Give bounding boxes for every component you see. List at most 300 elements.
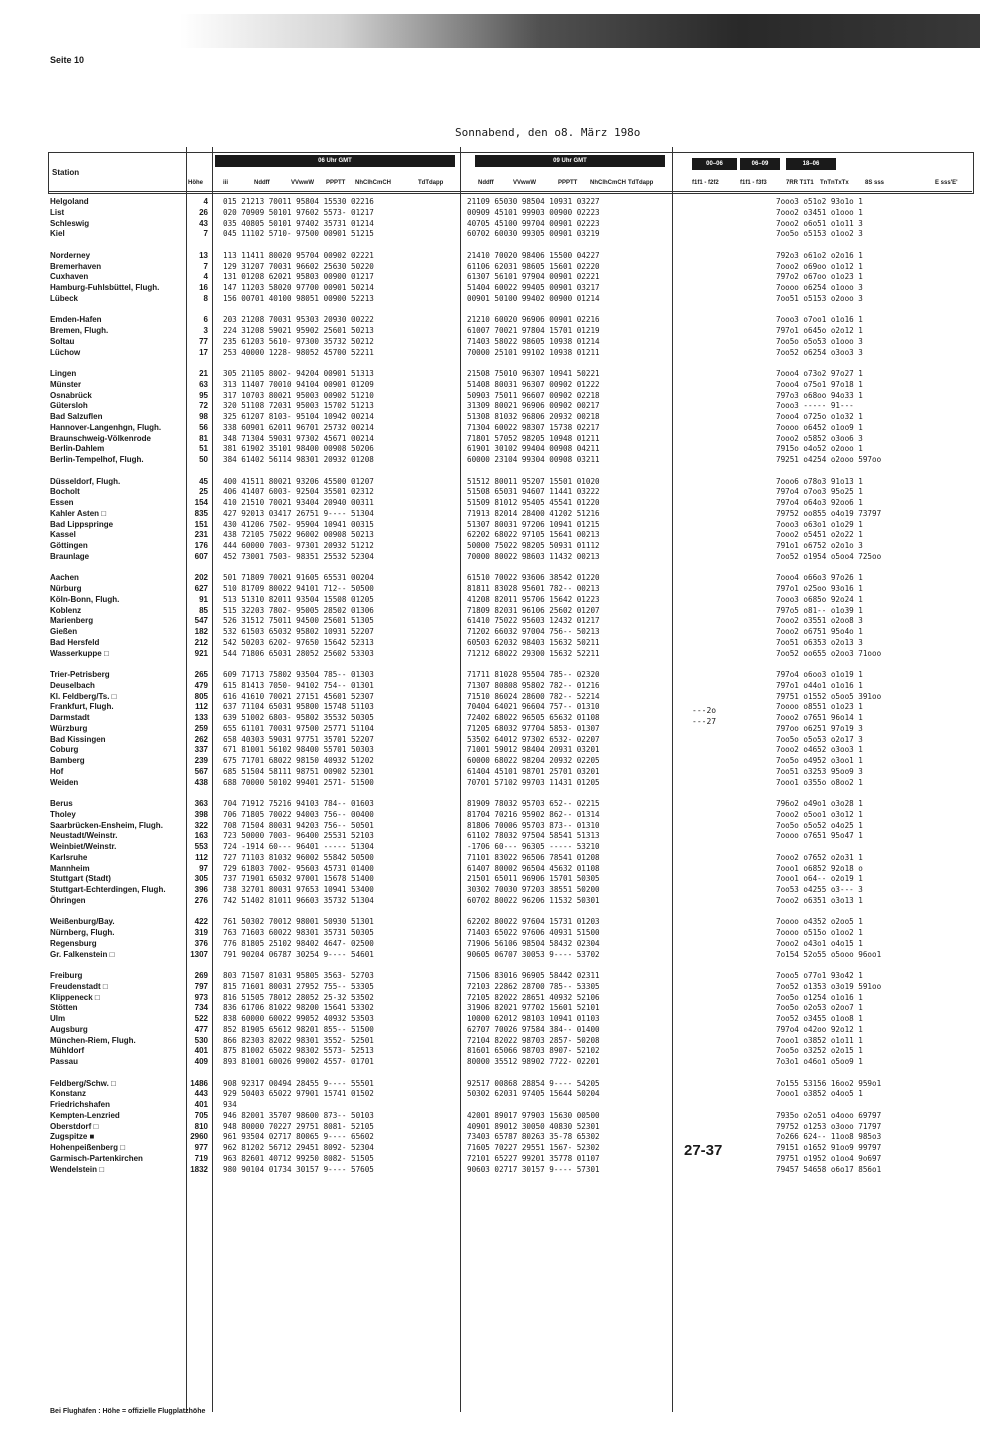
obs-09-row: 71205 68032 97704 5853- 01307 xyxy=(467,723,600,733)
obs-09-row: 31906 82021 97702 15601 52101 xyxy=(467,1003,600,1013)
obs-06-row xyxy=(223,563,374,574)
obs-06-row: 513 51310 82011 93504 15508 01205 xyxy=(223,594,374,604)
obs-09-row: 71809 82031 96106 25602 01207 xyxy=(467,605,600,615)
station-height xyxy=(186,788,208,799)
obs-06-row: 946 82001 35707 98600 873-- 50103 xyxy=(223,1110,374,1120)
obs-06-row: 708 71504 80031 94203 756-- 50501 xyxy=(223,820,374,830)
station-name: Friedrichshafen xyxy=(50,1100,111,1109)
obs-09-row xyxy=(467,659,600,670)
rule-06 xyxy=(460,147,461,1412)
station-height: 398 xyxy=(194,809,208,819)
note-trier: ---2o xyxy=(692,706,717,715)
extra-row: 797o5 o81-- o1o39 1 xyxy=(776,605,863,615)
extra-row: 7o3o1 o46o1 o5oo9 1 xyxy=(776,1057,863,1066)
extra-row xyxy=(776,305,881,316)
station-height: 973 xyxy=(194,992,208,1002)
extra-row xyxy=(776,466,881,477)
station-height: 443 xyxy=(194,1089,208,1099)
station-height xyxy=(186,907,208,918)
station-name: Gütersloh xyxy=(50,401,88,411)
station-name: Trier-Petrisberg xyxy=(50,670,110,679)
extra-row: 797o4 o7oo3 95o25 1 xyxy=(776,487,863,497)
station-height: 477 xyxy=(194,1024,208,1034)
obs-09-row: 21109 65030 98504 10931 03227 xyxy=(467,197,600,206)
extra-row: 7ooo2 o4652 o3oo3 1 xyxy=(776,745,863,755)
footnote: Bei Flughäfen : Höhe = offizielle Flugplatzhöhe xyxy=(50,1408,206,1415)
extra-row: 7oo5o o4952 o3oo1 1 xyxy=(776,756,863,765)
obs-06-row: 305 21105 8002- 94204 00901 51313 xyxy=(223,369,374,378)
obs-09-row: -1706 60--- 96305 ----- 53210 xyxy=(467,842,600,851)
station-height: 319 xyxy=(194,928,208,937)
obs-09-row: 60702 80022 96206 11532 50301 xyxy=(467,895,600,905)
obs-06-row: 893 81001 60026 99002 4557- 01701 xyxy=(223,1057,374,1066)
obs-09-row xyxy=(467,240,600,251)
obs-06-row: 325 61207 8103- 95104 10942 00214 xyxy=(223,412,374,421)
station-height: 51 xyxy=(199,444,208,454)
col-0609-header: 06–09 xyxy=(740,158,780,170)
station-height: 63 xyxy=(199,379,208,389)
obs-09-row: 30302 70030 97203 38551 50200 xyxy=(467,885,600,894)
obs-06-row: 675 71701 68022 98150 40932 51202 xyxy=(223,756,374,765)
extra-row: 797o4 o42oo 92o12 1 xyxy=(776,1024,863,1034)
obs-09-row: 21501 65011 96906 15701 50305 xyxy=(467,874,600,884)
station-name xyxy=(50,305,186,316)
station-name: München-Riem, Flugh. xyxy=(50,1035,136,1045)
obs-06-row: 348 71304 59031 97302 45671 00214 xyxy=(223,433,374,443)
extra-row: 7ooo2 o6751 95o4o 1 xyxy=(776,627,863,636)
station-name: Lüchow xyxy=(50,347,81,357)
station-height xyxy=(186,358,208,369)
station-name: Schleswig xyxy=(50,218,90,228)
station-name: Marienberg xyxy=(50,616,94,626)
obs-09-row: 60702 60030 99305 00901 03219 xyxy=(467,229,600,239)
station-name: Wasserkuppe □ xyxy=(50,648,109,658)
sub-nddff: Nddff xyxy=(254,180,270,186)
obs-06-row: 045 11102 5710- 97500 00901 51215 xyxy=(223,229,374,239)
station-height: 85 xyxy=(199,605,208,615)
station-height xyxy=(186,659,208,670)
extra-row: 7ooo2 o43o1 o4o15 1 xyxy=(776,938,863,948)
station-height: 1307 xyxy=(190,949,208,959)
station-height: 176 xyxy=(194,541,208,550)
obs-06-row: 875 81002 65022 98302 5573- 52513 xyxy=(223,1046,374,1056)
extra-row: 7oo52 o1353 o3o19 591oo xyxy=(776,981,882,991)
station-height: 7 xyxy=(203,229,208,239)
obs-06-row: 836 61706 81022 98200 15641 53302 xyxy=(223,1003,374,1013)
obs-06-row: 706 71805 70022 94003 756-- 00400 xyxy=(223,809,374,819)
station-height: 719 xyxy=(194,1153,208,1163)
station-name xyxy=(50,960,186,971)
station-height: 409 xyxy=(194,1057,208,1066)
station-height: 2960 xyxy=(190,1132,208,1142)
station-name: Berlin-Tempelhof, Flugh. xyxy=(50,455,144,464)
obs-09-row: 92517 00868 28854 9---- 54205 xyxy=(467,1078,600,1088)
col-0006-header: 00–06 xyxy=(692,158,737,170)
station-height: 72 xyxy=(199,401,208,411)
station-name: Regensburg xyxy=(50,938,97,948)
extra-row xyxy=(776,1100,881,1111)
extra-row: 797oo o6251 97o19 3 xyxy=(776,723,863,733)
station-name: Köln-Bonn, Flugh. xyxy=(50,594,120,604)
station-name: Garmisch-Partenkirchen xyxy=(50,1153,143,1163)
station-name: Gr. Falkenstein □ xyxy=(50,949,115,959)
station-name: Lingen xyxy=(50,369,77,378)
station-name: Kahler Asten □ xyxy=(50,508,107,518)
obs-06-row: 816 51505 78012 28052 25-32 53502 xyxy=(223,992,374,1002)
extra-groups-list xyxy=(776,197,881,1175)
obs-06-row xyxy=(223,358,374,369)
obs-09-row: 42001 89017 97903 15630 00500 xyxy=(467,1110,600,1120)
station-name: Mannheim xyxy=(50,863,90,873)
station-height: 705 xyxy=(194,1110,208,1120)
station-name: Bad Lippspringe xyxy=(50,519,114,529)
extra-row xyxy=(776,563,881,574)
obs-09-row: 81704 70216 95902 862-- 01314 xyxy=(467,809,600,819)
obs-06-row: 338 60901 62011 96701 25732 00214 xyxy=(223,422,374,432)
extra-row: 7ooo6 o78o3 91o13 1 xyxy=(776,476,863,486)
station-height: 835 xyxy=(194,508,208,518)
station-name: Kassel xyxy=(50,530,76,540)
extra-row: 79457 54658 o6o17 856o1 xyxy=(776,1164,882,1174)
extra-row: 7ooo3 o51o2 93o1o 1 xyxy=(776,197,863,206)
obs-06-row: 147 11203 58020 97700 00901 50214 xyxy=(223,283,374,292)
extra-row xyxy=(776,1068,881,1079)
extra-row xyxy=(776,358,881,369)
station-height xyxy=(186,563,208,574)
sub-vvwww-09: VVwwW xyxy=(513,180,537,186)
station-name: Stötten xyxy=(50,1003,78,1013)
station-height: 163 xyxy=(194,831,208,841)
station-height: 479 xyxy=(194,680,208,690)
station-name xyxy=(50,1068,186,1079)
station-name xyxy=(50,358,186,369)
station-height: 182 xyxy=(194,627,208,636)
station-name: Hannover-Langenhgn, Flugh. xyxy=(50,422,162,432)
sub-rr: 7RR T1T1 xyxy=(786,180,814,186)
extra-row: 7oooo o6452 o1oo9 1 xyxy=(776,422,863,432)
obs-09-row: 71304 60022 98307 15738 02217 xyxy=(467,422,600,432)
obs-09-row: 00909 45101 99903 00900 02223 xyxy=(467,207,600,217)
obs-06-row: 658 40303 59031 97751 35701 52207 xyxy=(223,734,374,744)
extra-row: 7ooo2 o6351 o3o13 1 xyxy=(776,895,863,905)
station-height: 1832 xyxy=(190,1164,208,1174)
extra-row xyxy=(776,240,881,251)
obs-06-row: 444 60000 7003- 97301 20932 51212 xyxy=(223,541,374,550)
obs-09-row: 71212 68022 29300 15632 52211 xyxy=(467,648,600,658)
obs-06-row: 723 50000 7003- 96400 25531 52103 xyxy=(223,831,374,841)
station-height: 17 xyxy=(199,347,208,357)
obs-09-row: 50302 62031 97405 15644 50204 xyxy=(467,1089,600,1099)
obs-06-row: 235 61203 5610- 97300 35732 50212 xyxy=(223,336,374,346)
station-name: Hohenpeißenberg □ xyxy=(50,1143,126,1152)
obs-09-row: 71510 86024 28600 782-- 52214 xyxy=(467,691,600,701)
station-name: Bremerhaven xyxy=(50,261,102,271)
obs-09-row: 71506 83016 96905 58442 02311 xyxy=(467,971,600,980)
station-list xyxy=(50,197,186,1175)
station-height: 112 xyxy=(195,852,208,862)
obs-09-row xyxy=(467,466,600,477)
obs-06-row: 406 41407 6003- 92504 35501 02312 xyxy=(223,487,374,497)
obs-09-row xyxy=(467,563,600,574)
iii-header: iii xyxy=(223,180,229,186)
station-name: Braunschweig-Völkenrode xyxy=(50,433,151,443)
station-name xyxy=(50,907,186,918)
station-name: Soltau xyxy=(50,336,75,346)
extra-row: 7ooo4 o725o o1o32 1 xyxy=(776,412,863,421)
station-height: 50 xyxy=(199,455,208,464)
extra-row: 7ooo3 ----- 91--- xyxy=(776,401,859,411)
extra-row: 7915o o4o52 o2ooo 1 xyxy=(776,444,863,454)
obs-06-list xyxy=(223,197,374,1175)
station-name: Braunlage xyxy=(50,551,90,561)
extra-row: 797o3 o68oo 94o33 1 xyxy=(776,390,863,400)
station-height: 43 xyxy=(199,218,208,228)
station-name: Gießen xyxy=(50,627,78,636)
obs-09-row: 40901 89012 30050 40830 52301 xyxy=(467,1121,600,1131)
sub-ppptt: PPPTT xyxy=(326,180,346,186)
station-name: Koblenz xyxy=(50,605,82,615)
obs-09-row: 40705 45100 99704 00901 02223 xyxy=(467,218,600,228)
extra-row xyxy=(776,907,881,918)
obs-09-row: 51308 81032 96806 20932 00218 xyxy=(467,412,600,421)
obs-06-row xyxy=(223,788,374,799)
station-height: 977 xyxy=(194,1143,208,1152)
station-height: 265 xyxy=(194,670,208,679)
station-height xyxy=(186,240,208,251)
extra-row: 797o4 o6oo3 o1o19 1 xyxy=(776,670,863,679)
station-height: 97 xyxy=(199,863,208,873)
extra-row: 797o1 o645o o2o12 1 xyxy=(776,326,863,335)
rule-09 xyxy=(672,147,673,1412)
station-height: 25 xyxy=(199,487,208,497)
obs-06-row: 510 81709 80022 94101 712-- 50500 xyxy=(223,584,374,593)
extra-row: 7o154 52o55 o5ooo 96oo1 xyxy=(776,949,882,959)
station-height: 607 xyxy=(194,551,208,561)
extra-row: 7ooo4 o75o1 97o18 1 xyxy=(776,379,863,389)
station-name: Kempten-Lenzried xyxy=(50,1110,120,1120)
extra-row: 7ooo2 o5451 o2o22 1 xyxy=(776,530,863,540)
obs-09-row: 72103 22862 28700 785-- 53305 xyxy=(467,981,600,991)
sub-tt: TnTnTxTx xyxy=(820,180,849,186)
station-height: 13 xyxy=(199,250,208,260)
station-height: 133 xyxy=(194,713,208,722)
station-name: Kl. Feldberg/Ts. □ xyxy=(50,691,117,701)
station-height: 522 xyxy=(194,1014,208,1023)
obs-06-row: 838 60000 60022 99052 40932 53503 xyxy=(223,1014,374,1023)
note-feldberg: 27-37 xyxy=(684,1142,723,1159)
station-name: Bad Kissingen xyxy=(50,734,106,744)
obs-06-row: 704 71912 75216 94103 784-- 01603 xyxy=(223,799,374,808)
station-height: 212 xyxy=(194,637,208,647)
extra-row: 7ooo3 o63o1 o1o29 1 xyxy=(776,519,863,529)
station-height: 95 xyxy=(199,390,208,400)
obs-09-row: 21410 70020 98406 15500 04227 xyxy=(467,250,600,260)
extra-row: 796o2 o49o1 o3o28 1 xyxy=(776,799,863,808)
obs-09-row: 51509 81012 95405 45541 01220 xyxy=(467,498,600,507)
station-height: 26 xyxy=(199,207,208,217)
obs-09-row: 81601 65066 98703 8907- 52102 xyxy=(467,1046,600,1056)
station-height xyxy=(186,305,208,316)
station-height: 56 xyxy=(199,422,208,432)
obs-06-row: 313 11407 70010 94104 00901 01209 xyxy=(223,379,374,389)
obs-06-row: 156 00701 40100 98051 00900 52213 xyxy=(223,293,374,303)
station-height: 734 xyxy=(194,1003,208,1013)
station-name: Weiden xyxy=(50,777,79,787)
extra-row: 7ooo4 o73o2 97o27 1 xyxy=(776,369,863,378)
station-name xyxy=(50,788,186,799)
col-1806-header: 18–06 xyxy=(786,158,836,170)
station-height: 553 xyxy=(194,842,208,851)
station-name: Bad Salzuflen xyxy=(50,412,103,421)
station-name: Emden-Hafen xyxy=(50,315,102,325)
extra-row: 7935o o2o51 o4ooo 69797 xyxy=(776,1110,882,1120)
station-name: Kiel xyxy=(50,229,65,239)
station-name: Göttingen xyxy=(50,541,88,550)
obs-06-row xyxy=(223,659,374,670)
extra-row: 7o266 624-- 11oo8 985o3 xyxy=(776,1132,882,1142)
station-name: Essen xyxy=(50,498,74,507)
station-height: 8 xyxy=(203,293,208,303)
station-name xyxy=(50,240,186,251)
obs-09-row: 70701 57102 99703 11431 01205 xyxy=(467,777,600,787)
station-height: 112 xyxy=(195,702,208,712)
extra-row: 7oo5o o5o52 o4o25 1 xyxy=(776,820,863,830)
obs-09-row: 62202 80022 97604 15731 01203 xyxy=(467,917,600,927)
station-height: 1486 xyxy=(190,1078,208,1088)
obs-06-row: 963 82601 40712 99250 8082- 51505 xyxy=(223,1153,374,1163)
station-name: Münster xyxy=(50,379,82,389)
scan-shading xyxy=(180,14,980,48)
station-name: Freiburg xyxy=(50,971,83,980)
station-name: Düsseldorf, Flugh. xyxy=(50,476,121,486)
obs-06-row xyxy=(223,907,374,918)
obs-09-row: 61007 70021 97804 15701 01219 xyxy=(467,326,600,335)
height-header: Höhe xyxy=(188,180,203,186)
extra-row xyxy=(776,842,881,853)
obs-06-row: 742 51402 81011 96603 35732 51304 xyxy=(223,895,374,905)
obs-09-row: 71101 83022 96506 78541 01208 xyxy=(467,852,600,862)
obs-09-row: 50000 75022 98205 50931 01112 xyxy=(467,541,600,550)
extra-row: 7ooo2 o5oo1 o3o12 1 xyxy=(776,809,863,819)
station-height xyxy=(186,466,208,477)
station-height: 81 xyxy=(199,433,208,443)
extra-row xyxy=(776,659,881,670)
station-name: Frankfurt, Flugh. xyxy=(50,702,114,712)
station-name: Deuselbach xyxy=(50,680,95,690)
station-name: Neustadt/Weinstr. xyxy=(50,831,118,841)
station-name: Darmstadt xyxy=(50,713,90,722)
obs-06-row: 616 41610 70021 27151 45601 52307 xyxy=(223,691,374,701)
station-name: Hof xyxy=(50,766,64,776)
extra-row: 792o3 o61o2 o2o16 1 xyxy=(776,250,863,260)
station-height: 231 xyxy=(194,530,208,540)
station-height: 98 xyxy=(199,412,208,421)
obs-06-row: 035 40805 50101 97402 35731 01214 xyxy=(223,218,374,228)
obs-06-row: 427 92013 03417 26751 9---- 51304 xyxy=(223,508,374,518)
obs-06-row: 532 61503 65032 95802 10931 52207 xyxy=(223,627,374,636)
extra-row: 7oo5o o1254 o1o16 1 xyxy=(776,992,863,1002)
station-height: 305 xyxy=(194,874,208,884)
obs-06-row xyxy=(223,240,374,251)
obs-06-row: 438 72105 75022 96002 00908 50213 xyxy=(223,530,374,540)
extra-row: 7ooo1 o3852 o4oo5 1 xyxy=(776,1089,863,1099)
sub-ff2: f1f1 - f3f3 xyxy=(740,180,767,186)
extra-row: 7oo52 o1954 o5oo4 725oo xyxy=(776,551,882,561)
extra-row: 7oo52 oo655 o2oo3 71ooo xyxy=(776,648,882,658)
obs-06-row: 129 31207 70031 96602 25630 50220 xyxy=(223,261,374,271)
extra-row: 7ooo1 o3852 o1o11 1 xyxy=(776,1035,863,1045)
station-height: 921 xyxy=(194,648,208,658)
extra-row: 7oooo o4352 o2oo5 1 xyxy=(776,917,863,927)
station-name: Karlsruhe xyxy=(50,852,88,862)
extra-row: 7ooo5 o77o1 93o42 1 xyxy=(776,971,863,980)
sub-ttt: TdTdapp xyxy=(418,180,444,186)
obs-09-row: 71403 58022 98605 10938 01214 xyxy=(467,336,600,346)
station-height: 422 xyxy=(194,917,208,927)
obs-09-row: 71202 66032 97004 756-- 50213 xyxy=(467,627,600,636)
obs-09-row xyxy=(467,960,600,971)
obs-06-row: 685 51504 58111 98751 00902 52301 xyxy=(223,766,374,776)
station-name: Ulm xyxy=(50,1014,66,1023)
extra-row: 79151 o1652 91oo9 99797 xyxy=(776,1143,882,1152)
station-height: 797 xyxy=(194,981,208,991)
obs-06-row: 526 31512 75011 94500 25601 51305 xyxy=(223,616,374,626)
obs-06-row: 410 21510 70021 93404 20940 00311 xyxy=(223,498,374,507)
obs-06-row xyxy=(223,960,374,971)
station-name xyxy=(50,659,186,670)
station-name: Bad Hersfeld xyxy=(50,637,100,647)
obs-09-row: 10000 62012 98103 10941 01103 xyxy=(467,1014,600,1023)
obs-09-row: 51512 80011 95207 15501 01020 xyxy=(467,476,600,486)
station-name: Norderney xyxy=(50,250,91,260)
obs-09-row: 61102 78032 97504 58541 51313 xyxy=(467,831,600,841)
obs-06-row: 544 71806 65031 28052 25602 53303 xyxy=(223,648,374,658)
station-height: 810 xyxy=(194,1121,208,1131)
obs-09-row xyxy=(467,305,600,316)
sub-e: E sss'E' xyxy=(935,180,958,186)
station-height: 322 xyxy=(194,820,208,830)
obs-06-row: 763 71603 60022 98301 35731 50305 xyxy=(223,928,374,937)
obs-09-row: 60000 68022 98204 20932 02205 xyxy=(467,756,600,765)
obs-06-row: 803 71507 81031 95805 3563- 52703 xyxy=(223,971,374,980)
station-height: 396 xyxy=(194,885,208,894)
station-name: Bremen, Flugh. xyxy=(50,326,109,335)
obs-06-row: 948 80000 70227 29751 8081- 52105 xyxy=(223,1121,374,1131)
obs-06-row: 729 61803 7002- 95603 45731 01400 xyxy=(223,863,374,873)
obs-06-row: 542 50203 6202- 97650 15642 52313 xyxy=(223,637,374,647)
station-height: 805 xyxy=(194,691,208,701)
station-height: 438 xyxy=(194,777,208,787)
extra-row: 7oo5o o5153 o1oo2 3 xyxy=(776,229,863,239)
obs-06-row: 253 40000 1228- 98052 45700 52211 xyxy=(223,347,374,357)
station-height: 363 xyxy=(194,799,208,808)
station-name: Zugspitze ■ xyxy=(50,1132,95,1142)
sub-ff1: f1f1 - f2f2 xyxy=(692,180,719,186)
obs-06-row: 452 73001 7503- 98351 25532 52304 xyxy=(223,551,374,561)
station-name: Wendelstein □ xyxy=(50,1164,105,1174)
obs-09-row xyxy=(467,907,600,918)
station-name: Stuttgart-Echterdingen, Flugh. xyxy=(50,885,166,894)
extra-row: 7ooo2 o3451 o1ooo 1 xyxy=(776,207,863,217)
extra-row: 7oooo o6254 o1ooo 3 xyxy=(776,283,863,292)
station-name: Freudenstadt □ xyxy=(50,981,108,991)
sub-nddff-09: Nddff xyxy=(478,180,494,186)
obs-06-row: 615 81413 7050- 94102 754-- 01301 xyxy=(223,680,374,690)
station-height: 239 xyxy=(194,756,208,765)
station-name: Öhringen xyxy=(50,895,86,905)
obs-09-row: 81811 83028 95601 782-- 00213 xyxy=(467,584,600,593)
obs-09-row: 71403 65022 97606 40931 51500 xyxy=(467,928,600,937)
